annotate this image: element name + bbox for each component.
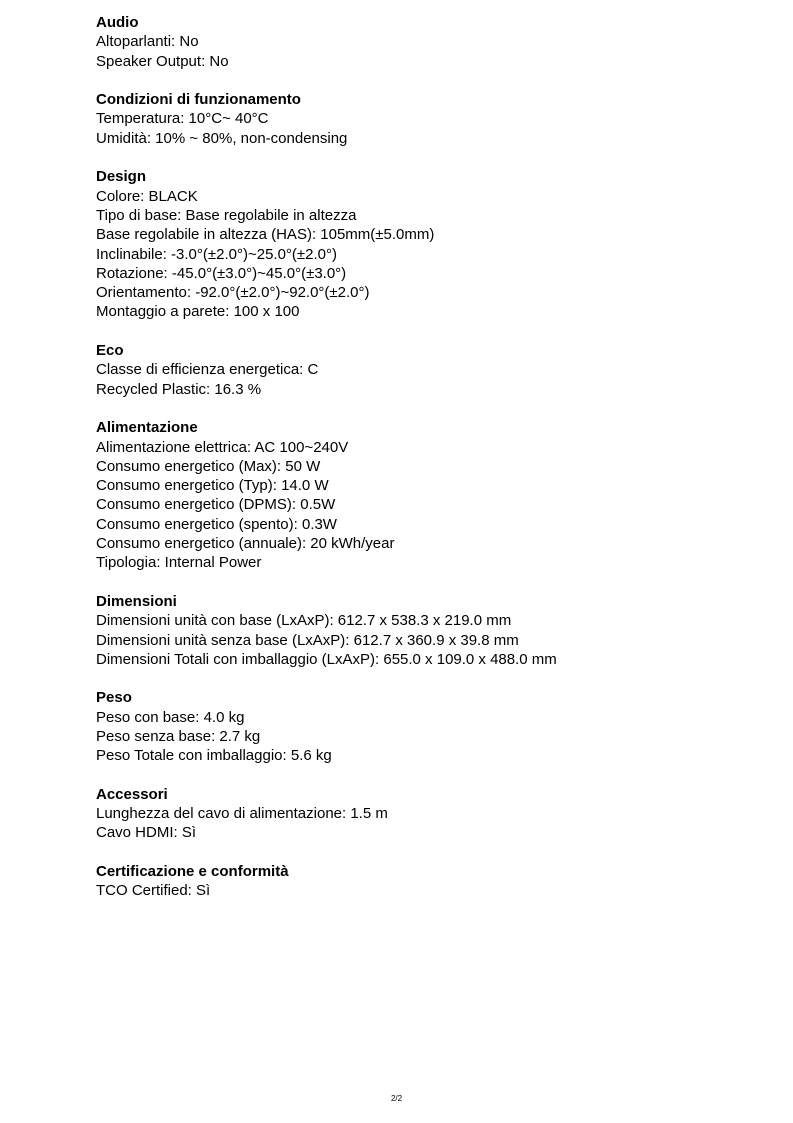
spec-line: Cavo HDMI: Sì — [96, 824, 197, 842]
spec-line: Speaker Output: No — [96, 52, 229, 70]
section-heading: Audio — [96, 14, 139, 31]
spec-line: Alimentazione elettrica: AC 100~240V — [96, 438, 349, 456]
section-heading: Dimensioni — [96, 592, 177, 610]
spec-line: Dimensioni Totali con imballaggio (LxAxP): 655.0 x 109.0 x 488.0 mm — [96, 650, 557, 668]
section-heading: Accessori — [96, 785, 168, 803]
spec-line: Altoparlanti: No — [96, 33, 199, 51]
section-heading: Design — [96, 168, 147, 186]
spec-section — [96, 341, 756, 399]
spec-line: Dimensioni unità senza base (LxAxP): 612.7 x 360.9 x 39.8 mm — [96, 631, 519, 649]
spec-line: Inclinabile: -3.0°(±2.0°)~25.0°(±2.0°) — [96, 245, 337, 263]
section-heading: Eco — [96, 342, 124, 360]
spec-section — [96, 592, 756, 669]
spec-line: Temperatura: 10°C~ 40°C — [96, 110, 269, 128]
spec-section — [96, 688, 756, 765]
spec-line: TCO Certified: Sì — [96, 882, 211, 900]
spec-section — [96, 785, 756, 843]
spec-line: Colore: BLACK — [96, 187, 198, 205]
spec-line: Base regolabile in altezza (HAS): 105mm(±5.0mm) — [96, 226, 435, 244]
section-heading: Certificazione e conformità — [96, 863, 289, 881]
spec-sheet — [96, 13, 756, 920]
spec-section — [96, 418, 756, 572]
spec-line: Consumo energetico (Typ): 14.0 W — [96, 477, 329, 495]
spec-section — [96, 13, 756, 71]
spec-line: Classe di efficienza energetica: C — [96, 361, 319, 379]
spec-line: Consumo energetico (Max): 50 W — [96, 457, 321, 475]
spec-line: Umidità: 10% ~ 80%, non-condensing — [96, 129, 348, 147]
spec-line: Tipologia: Internal Power — [96, 554, 262, 572]
spec-line: Dimensioni unità con base (LxAxP): 612.7 x 538.3 x 219.0 mm — [96, 612, 512, 630]
spec-line: Peso senza base: 2.7 kg — [96, 727, 261, 745]
spec-section — [96, 167, 756, 321]
spec-line: Peso Totale con imballaggio: 5.6 kg — [96, 747, 332, 765]
spec-line: Consumo energetico (DPMS): 0.5W — [96, 496, 336, 514]
spec-line: Rotazione: -45.0°(±3.0°)~45.0°(±3.0°) — [96, 264, 347, 282]
spec-line: Orientamento: -92.0°(±2.0°)~92.0°(±2.0°) — [96, 284, 370, 302]
spec-section — [96, 90, 756, 148]
section-heading: Peso — [96, 689, 132, 707]
spec-line: Tipo di base: Base regolabile in altezza — [96, 206, 357, 224]
spec-line: Recycled Plastic: 16.3 % — [96, 380, 262, 398]
spec-line: Consumo energetico (spento): 0.3W — [96, 515, 337, 533]
spec-line: Lunghezza del cavo di alimentazione: 1.5 m — [96, 805, 388, 823]
section-heading: Condizioni di funzionamento — [96, 91, 301, 109]
spec-line: Peso con base: 4.0 kg — [96, 708, 245, 726]
spec-line: Consumo energetico (annuale): 20 kWh/year — [96, 535, 395, 553]
spec-section — [96, 862, 756, 901]
page-number: 2/2 — [390, 1094, 403, 1103]
section-heading: Alimentazione — [96, 419, 198, 437]
spec-line: Montaggio a parete: 100 x 100 — [96, 303, 300, 321]
